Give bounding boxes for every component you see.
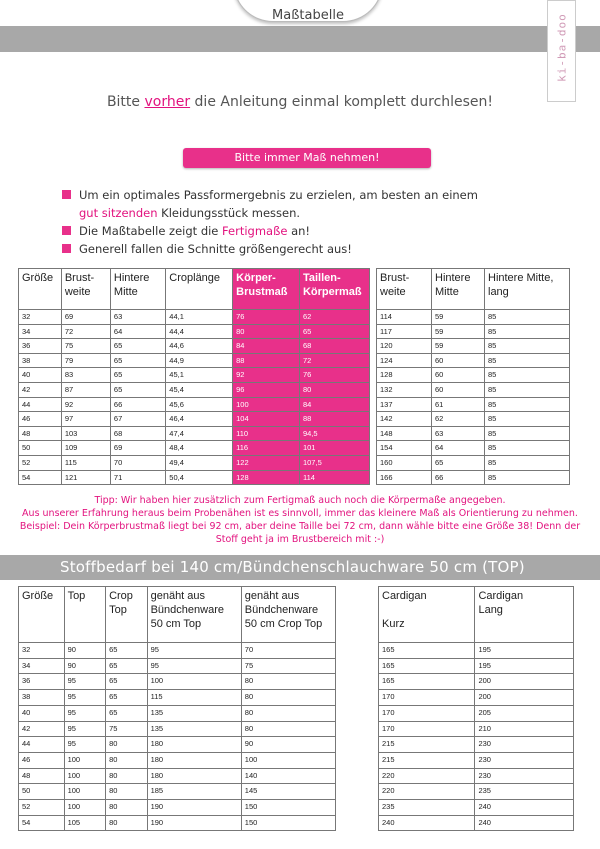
table-cell: 104 — [233, 412, 300, 427]
table-cell: 85 — [485, 310, 570, 325]
tip-line: Beispiel: Dein Körperbrustmaß liegt bei 92 cm, aber deine Taille bei 72 cm, dann wähle bitte eine Größe 38! Denn der — [19, 521, 581, 532]
table-cell: 220 — [379, 784, 475, 800]
table-cell: 95 — [147, 658, 241, 674]
table-cell: 240 — [475, 800, 574, 816]
table-row — [19, 737, 336, 753]
table-cell: 100 — [241, 752, 335, 768]
table-cell: 117 — [377, 324, 432, 339]
table-cell: 95 — [64, 674, 106, 690]
table-cell: 71 — [110, 470, 165, 485]
table-row — [377, 426, 570, 441]
table-row — [377, 368, 570, 383]
table-cell: 165 — [379, 643, 475, 659]
table-cell: 47,4 — [166, 426, 233, 441]
table-cell: 48,4 — [166, 441, 233, 456]
table-row — [377, 397, 570, 412]
table-cell: 92 — [61, 397, 110, 412]
table-cell: 124 — [377, 353, 432, 368]
table-cell: 40 — [19, 368, 62, 383]
table-row — [19, 353, 370, 368]
table-cell: 195 — [475, 658, 574, 674]
fabric-banner: Stoffbedarf bei 140 cm/Bündchenschlauchware 50 cm (TOP) — [0, 555, 600, 580]
table-cell: 100 — [64, 784, 106, 800]
table-cell: 44,9 — [166, 353, 233, 368]
bullet-text: Die Maßtabelle zeigt die — [79, 224, 223, 238]
table-cell: 60 — [432, 368, 485, 383]
table-cell: 128 — [233, 470, 300, 485]
table-cell: 45,4 — [166, 382, 233, 397]
table-cell: 90 — [64, 658, 106, 674]
table-cell: 50 — [19, 784, 65, 800]
table-row — [19, 690, 336, 706]
table-cell: 240 — [379, 815, 475, 831]
table-cell: 210 — [475, 721, 574, 737]
table-cell: 150 — [241, 815, 335, 831]
table-cell: 34 — [19, 658, 65, 674]
table-cell: 59 — [432, 324, 485, 339]
measure-notice: Bitte immer Maß nehmen! — [183, 148, 431, 168]
table-cell: 52 — [19, 800, 65, 816]
table-cell: 84 — [299, 397, 369, 412]
table-row — [19, 382, 370, 397]
table-row — [379, 800, 574, 816]
intro-post: die Anleitung einmal komplett durchlesen! — [190, 94, 494, 110]
table-header-row — [379, 587, 574, 643]
table-cell: 75 — [61, 339, 110, 354]
table-row — [377, 353, 570, 368]
bullet-highlight: gut sitzenden — [79, 206, 158, 220]
table-cell: 140 — [241, 768, 335, 784]
table-cell: 90 — [64, 643, 106, 659]
table-cell: 68 — [110, 426, 165, 441]
table-row — [19, 441, 370, 456]
table-cell: 48 — [19, 426, 62, 441]
table-cell: 85 — [485, 397, 570, 412]
intro-pre: Bitte — [106, 94, 145, 110]
table-cell: 154 — [377, 441, 432, 456]
table-row — [377, 455, 570, 470]
table-cell: 49,4 — [166, 455, 233, 470]
column-header: genäht aus Bündchenware 50 cm Crop Top — [241, 587, 335, 643]
table-cell: 190 — [147, 815, 241, 831]
table-cell: 220 — [379, 768, 475, 784]
column-header: Taillen- Körpermaß — [299, 269, 369, 310]
tips-list — [62, 186, 478, 258]
table-row — [379, 643, 574, 659]
table-cell: 95 — [64, 705, 106, 721]
table-row — [19, 705, 336, 721]
table-row — [379, 658, 574, 674]
table-cell: 65 — [110, 353, 165, 368]
table-cell: 114 — [299, 470, 369, 485]
table-cell: 205 — [475, 705, 574, 721]
table-cell: 50 — [19, 441, 62, 456]
table-cell: 180 — [147, 768, 241, 784]
column-header: Crop Top — [106, 587, 148, 643]
table-cell: 63 — [110, 310, 165, 325]
table-cell: 84 — [233, 339, 300, 354]
table-cell: 120 — [377, 339, 432, 354]
table-cell: 92 — [233, 368, 300, 383]
table-cell: 80 — [106, 737, 148, 753]
table-cell: 80 — [106, 768, 148, 784]
table-cell: 70 — [110, 455, 165, 470]
table-row — [379, 690, 574, 706]
table-row — [377, 470, 570, 485]
table-cell: 165 — [379, 674, 475, 690]
bullet-square-icon — [62, 226, 71, 235]
table-row — [379, 674, 574, 690]
table-cell: 80 — [241, 721, 335, 737]
bullet-text: an! — [287, 224, 311, 238]
table-row — [379, 737, 574, 753]
table-cell: 103 — [61, 426, 110, 441]
table-cell: 95 — [147, 643, 241, 659]
table-cell: 65 — [110, 368, 165, 383]
table-cell: 66 — [110, 397, 165, 412]
table-cell: 46,4 — [166, 412, 233, 427]
table-cell: 65 — [106, 658, 148, 674]
table-cell: 60 — [432, 382, 485, 397]
column-header: Hintere Mitte, lang — [485, 269, 570, 310]
table-cell: 85 — [485, 441, 570, 456]
table-cell: 200 — [475, 690, 574, 706]
list-item — [62, 222, 478, 240]
table-cell: 109 — [61, 441, 110, 456]
table-cell: 230 — [475, 768, 574, 784]
table-cell: 100 — [64, 752, 106, 768]
table-cell: 48 — [19, 768, 65, 784]
table-cell: 32 — [19, 310, 62, 325]
table-cell: 62 — [432, 412, 485, 427]
table-cell: 67 — [110, 412, 165, 427]
bullet-text: Um ein optimales Passformergebnis zu erzielen, am besten an einem — [79, 188, 478, 202]
table-cell: 165 — [379, 658, 475, 674]
table-cell: 170 — [379, 705, 475, 721]
table-cell: 69 — [61, 310, 110, 325]
table-cell: 200 — [475, 674, 574, 690]
column-header: Top — [64, 587, 106, 643]
table-cell: 160 — [377, 455, 432, 470]
table-cell: 85 — [485, 353, 570, 368]
table-cell: 40 — [19, 705, 65, 721]
table-cell: 101 — [299, 441, 369, 456]
table-row — [19, 721, 336, 737]
table-row — [377, 310, 570, 325]
table-cell: 60 — [432, 353, 485, 368]
table-row — [379, 768, 574, 784]
table-row — [379, 815, 574, 831]
tip-line: Stoff geht ja im Brustbereich mit :-) — [215, 534, 385, 545]
table-cell: 32 — [19, 643, 65, 659]
table-cell: 50,4 — [166, 470, 233, 485]
table-row — [379, 705, 574, 721]
table-row — [377, 382, 570, 397]
size-table — [18, 268, 370, 485]
table-cell: 100 — [233, 397, 300, 412]
title-tab — [233, 0, 383, 22]
table-cell: 63 — [432, 426, 485, 441]
table-cell: 96 — [233, 382, 300, 397]
fabric-table — [18, 586, 336, 831]
column-header: Körper- Brustmaß — [233, 269, 300, 310]
table-row — [19, 768, 336, 784]
table-cell: 235 — [379, 800, 475, 816]
table-cell: 180 — [147, 752, 241, 768]
table-cell: 240 — [475, 815, 574, 831]
table-cell: 137 — [377, 397, 432, 412]
table-cell: 170 — [379, 690, 475, 706]
table-cell: 75 — [241, 658, 335, 674]
table-row — [19, 752, 336, 768]
table-cell: 94,5 — [299, 426, 369, 441]
table-cell: 61 — [432, 397, 485, 412]
table-cell: 170 — [379, 721, 475, 737]
table-cell: 85 — [485, 470, 570, 485]
table-cell: 76 — [299, 368, 369, 383]
bullet-highlight: Fertigmaße — [222, 224, 288, 238]
table-cell: 80 — [241, 690, 335, 706]
column-header: Croplänge — [166, 269, 233, 310]
table-cell: 85 — [485, 455, 570, 470]
table-cell: 42 — [19, 721, 65, 737]
brand-logo — [547, 0, 576, 102]
table-cell: 45,1 — [166, 368, 233, 383]
column-header: Brust- weite — [61, 269, 110, 310]
table-cell: 230 — [475, 752, 574, 768]
table-cell: 65 — [110, 382, 165, 397]
table-cell: 80 — [233, 324, 300, 339]
table-cell: 215 — [379, 752, 475, 768]
column-header: Größe — [19, 587, 65, 643]
table-row — [19, 470, 370, 485]
table-cell: 230 — [475, 737, 574, 753]
table-cell: 88 — [233, 353, 300, 368]
list-item-continuation — [62, 204, 478, 222]
table-row — [19, 800, 336, 816]
table-cell: 166 — [377, 470, 432, 485]
table-cell: 59 — [432, 310, 485, 325]
intro-highlight: vorher — [144, 94, 191, 110]
table-cell: 135 — [147, 705, 241, 721]
table-cell: 44 — [19, 737, 65, 753]
table-header-row — [19, 269, 370, 310]
table-cell: 45,6 — [166, 397, 233, 412]
table-row — [377, 412, 570, 427]
table-cell: 76 — [233, 310, 300, 325]
table-cell: 190 — [147, 800, 241, 816]
table-cell: 72 — [299, 353, 369, 368]
table-cell: 80 — [241, 674, 335, 690]
table-cell: 65 — [106, 705, 148, 721]
column-header: Brust- weite — [377, 269, 432, 310]
table-cell: 180 — [147, 737, 241, 753]
header-bar — [0, 26, 600, 52]
table-cell: 85 — [485, 412, 570, 427]
table-row — [19, 368, 370, 383]
table-cell: 69 — [110, 441, 165, 456]
table-cell: 38 — [19, 353, 62, 368]
table-cell: 42 — [19, 382, 62, 397]
table-cell: 80 — [241, 705, 335, 721]
table-cell: 100 — [64, 800, 106, 816]
table-row — [19, 658, 336, 674]
table-cell: 121 — [61, 470, 110, 485]
table-cell: 116 — [233, 441, 300, 456]
table-cell: 142 — [377, 412, 432, 427]
table-cell: 65 — [432, 455, 485, 470]
bullet-square-icon — [62, 190, 71, 199]
column-header: Cardigan Lang — [475, 587, 574, 643]
table-cell: 83 — [61, 368, 110, 383]
table-cell: 80 — [106, 815, 148, 831]
table-row — [19, 674, 336, 690]
table-cell: 115 — [147, 690, 241, 706]
table-header-row — [377, 269, 570, 310]
table-cell: 68 — [299, 339, 369, 354]
table-cell: 46 — [19, 412, 62, 427]
column-header: Cardigan Kurz — [379, 587, 475, 643]
table-cell: 64 — [110, 324, 165, 339]
table-row — [19, 784, 336, 800]
table-row — [377, 324, 570, 339]
table-cell: 44,4 — [166, 324, 233, 339]
table-cell: 85 — [485, 426, 570, 441]
table-cell: 44,6 — [166, 339, 233, 354]
table-cell: 88 — [299, 412, 369, 427]
table-row — [377, 339, 570, 354]
table-row — [19, 324, 370, 339]
list-item — [62, 240, 478, 258]
table-row — [19, 643, 336, 659]
table-cell: 44 — [19, 397, 62, 412]
table-cell: 107,5 — [299, 455, 369, 470]
table-cell: 135 — [147, 721, 241, 737]
table-row — [19, 397, 370, 412]
table-cell: 80 — [106, 752, 148, 768]
cardigan-size-table — [376, 268, 570, 485]
table-cell: 65 — [299, 324, 369, 339]
table-cell: 100 — [64, 768, 106, 784]
table-row — [19, 310, 370, 325]
table-cell: 65 — [106, 690, 148, 706]
table-cell: 72 — [61, 324, 110, 339]
table-header-row — [19, 587, 336, 643]
column-header: Hintere Mitte — [110, 269, 165, 310]
list-item — [62, 186, 478, 204]
table-cell: 132 — [377, 382, 432, 397]
table-row — [379, 721, 574, 737]
table-cell: 114 — [377, 310, 432, 325]
table-cell: 85 — [485, 368, 570, 383]
table-cell: 128 — [377, 368, 432, 383]
column-header: genäht aus Bündchenware 50 cm Top — [147, 587, 241, 643]
table-cell: 195 — [475, 643, 574, 659]
table-cell: 110 — [233, 426, 300, 441]
table-cell: 235 — [475, 784, 574, 800]
table-cell: 34 — [19, 324, 62, 339]
table-cell: 185 — [147, 784, 241, 800]
table-cell: 75 — [106, 721, 148, 737]
table-cell: 95 — [64, 737, 106, 753]
table-cell: 65 — [106, 674, 148, 690]
table-cell: 36 — [19, 339, 62, 354]
table-cell: 54 — [19, 470, 62, 485]
table-cell: 79 — [61, 353, 110, 368]
bullet-text: Kleidungsstück messen. — [157, 206, 301, 220]
brand-logo-text: ki-ba-doo — [555, 13, 569, 82]
table-cell: 59 — [432, 339, 485, 354]
column-header: Hintere Mitte — [432, 269, 485, 310]
bullet-square-icon — [62, 244, 71, 253]
table-row — [377, 441, 570, 456]
table-row — [19, 339, 370, 354]
table-cell: 148 — [377, 426, 432, 441]
intro-text — [0, 94, 600, 110]
table-cell: 52 — [19, 455, 62, 470]
table-cell: 115 — [61, 455, 110, 470]
table-cell: 66 — [432, 470, 485, 485]
table-cell: 80 — [106, 784, 148, 800]
table-cell: 150 — [241, 800, 335, 816]
table-cell: 122 — [233, 455, 300, 470]
table-cell: 80 — [299, 382, 369, 397]
table-cell: 46 — [19, 752, 65, 768]
cardigan-fabric-table — [378, 586, 574, 831]
table-cell: 80 — [106, 800, 148, 816]
table-cell: 145 — [241, 784, 335, 800]
table-cell: 65 — [110, 339, 165, 354]
table-row — [379, 752, 574, 768]
tip-line: Tipp: Wir haben hier zusätzlich zum Fertigmaß auch noch die Körpermaße angegeben. — [94, 495, 506, 506]
table-row — [19, 815, 336, 831]
table-cell: 95 — [64, 721, 106, 737]
table-cell: 38 — [19, 690, 65, 706]
table-row — [19, 412, 370, 427]
table-cell: 95 — [64, 690, 106, 706]
table-cell: 87 — [61, 382, 110, 397]
table-cell: 70 — [241, 643, 335, 659]
column-header: Größe — [19, 269, 62, 310]
table-cell: 85 — [485, 382, 570, 397]
table-cell: 97 — [61, 412, 110, 427]
table-cell: 36 — [19, 674, 65, 690]
table-cell: 64 — [432, 441, 485, 456]
table-cell: 90 — [241, 737, 335, 753]
table-cell: 105 — [64, 815, 106, 831]
bullet-text: Generell fallen die Schnitte größengerecht aus! — [79, 242, 352, 256]
table-cell: 85 — [485, 339, 570, 354]
table-cell: 44,1 — [166, 310, 233, 325]
table-row — [19, 455, 370, 470]
table-cell: 100 — [147, 674, 241, 690]
table-cell: 215 — [379, 737, 475, 753]
table-cell: 54 — [19, 815, 65, 831]
page-title: Maßtabelle — [272, 8, 344, 23]
table-cell: 62 — [299, 310, 369, 325]
tip-text — [0, 494, 600, 546]
table-row — [19, 426, 370, 441]
table-row — [379, 784, 574, 800]
table-cell: 65 — [106, 643, 148, 659]
table-cell: 85 — [485, 324, 570, 339]
tip-line: Aus unserer Erfahrung heraus beim Probenähen ist es sinnvoll, immer das kleinere Maß als Orientierung zu nehmen. — [22, 508, 578, 519]
